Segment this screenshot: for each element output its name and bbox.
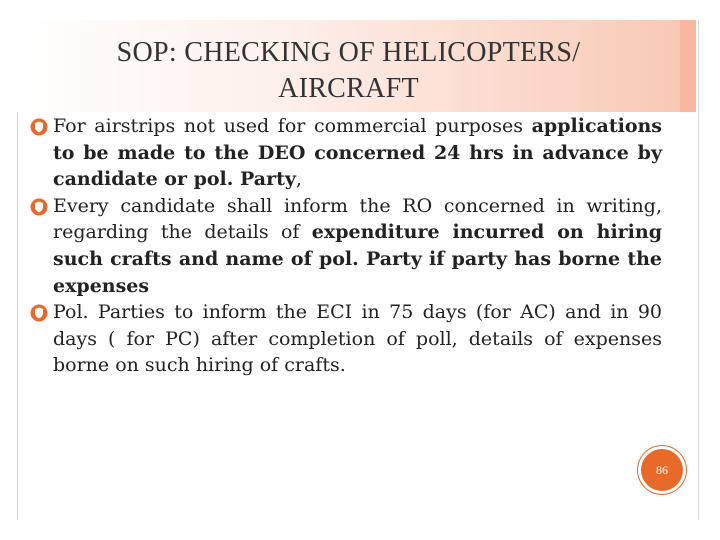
shield-bullet-icon xyxy=(30,118,48,136)
page-number-badge: 86 xyxy=(641,449,683,491)
bullet-list xyxy=(30,113,662,379)
shield-bullet-icon xyxy=(30,304,48,322)
title-line-1: SOP: CHECKING OF HELICOPTERS/ xyxy=(116,37,581,68)
bullet-2-text: Every candidate shall inform the RO concerned in writing, regarding the details of xyxy=(53,194,662,244)
bullet-item-1 xyxy=(30,113,662,193)
title-line-2: AIRCRAFT xyxy=(278,73,419,104)
bullet-1-tail: , xyxy=(295,168,302,191)
bullet-item-3 xyxy=(30,299,662,379)
bullet-1-bold: applications to be made to the DEO concerned 24 hrs in advance by candidate or pol. Party xyxy=(53,115,662,191)
bullet-1-text: For airstrips not used for commercial purposes xyxy=(53,115,532,137)
shield-bullet-icon xyxy=(30,198,48,216)
bullet-2-bold: expenditure incurred on hiring such crafts and name of pol. Party if party has borne the expenses xyxy=(53,221,662,297)
slide-title xyxy=(17,35,680,107)
bullet-3-text: Pol. Parties to inform the ECI in 75 days (for AC) and in 90 days ( for PC) after completion of poll, details of expenses borne on such hiring of crafts. xyxy=(53,301,662,377)
bullet-item-2 xyxy=(30,193,662,299)
